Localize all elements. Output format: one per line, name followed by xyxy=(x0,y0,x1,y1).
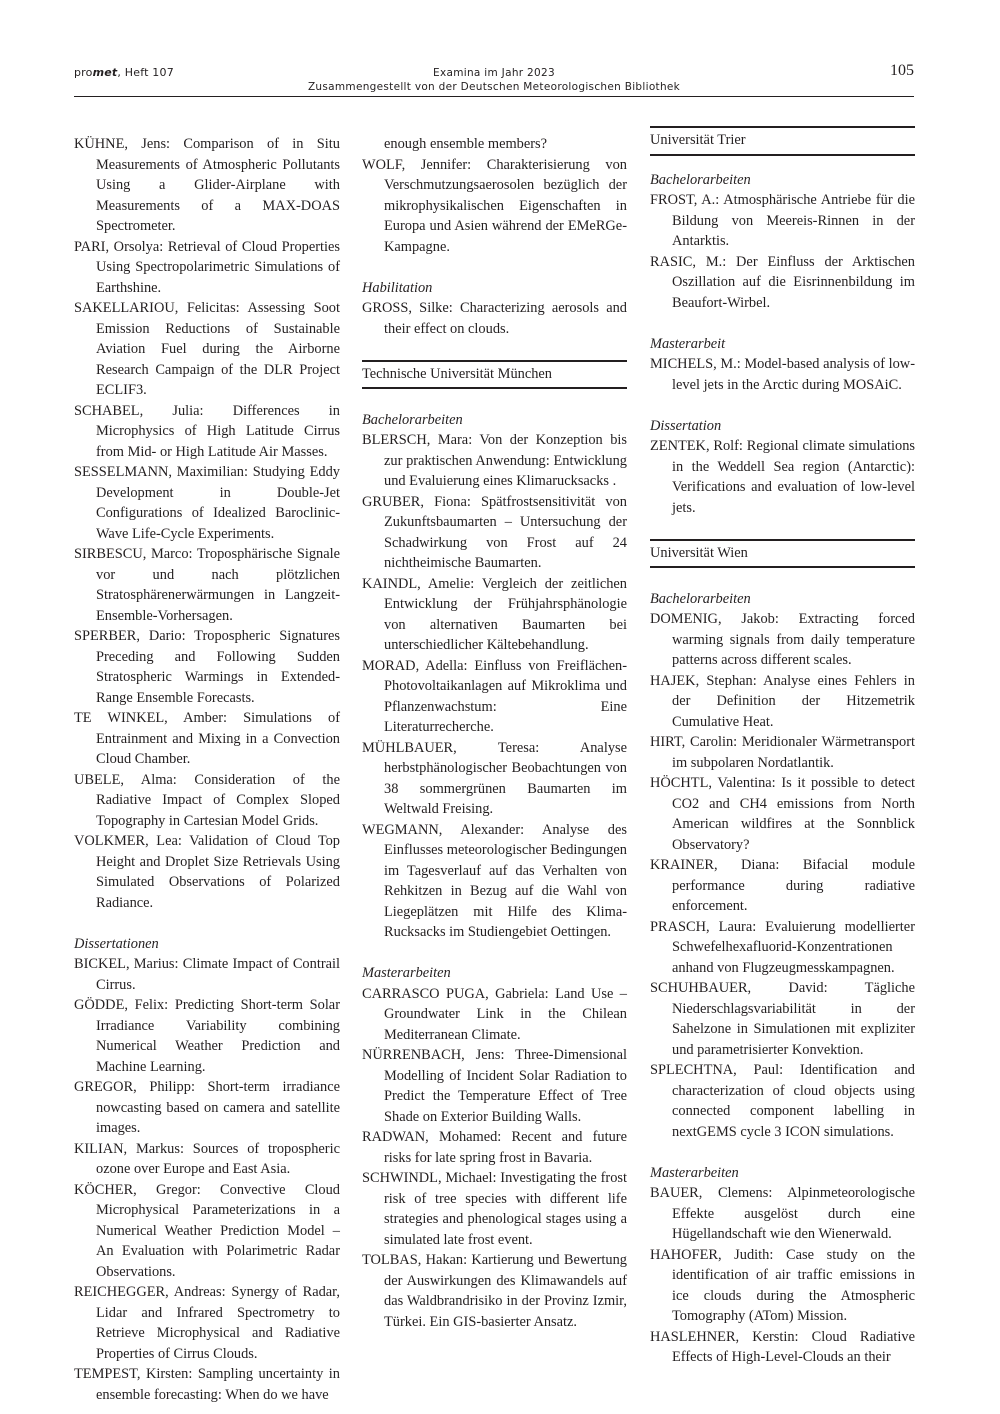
journal-brand: met xyxy=(92,66,118,79)
list-item: HIRT, Carolin: Meridionaler Wärmetransport im subpolaren Nordatlantik. xyxy=(650,734,915,771)
journal-issue: , Heft 107 xyxy=(117,66,174,79)
list-item: KÜHNE, Jens: Comparison of in Situ Measurements of Atmospheric Pollutants Using a Glider-Airplane with Measurements of a MAX-DOAS Spectrometer. xyxy=(74,136,340,234)
list-item: HAJEK, Stephan: Analyse eines Fehlers in der Definition der Hitzemetrik Cumulative Heat. xyxy=(650,672,915,730)
section-heading-masterarbeiten: Masterarbeiten xyxy=(650,1164,739,1181)
list-item: TEMPEST, Kirsten: Sampling uncertainty in ensemble forecasting: When do we have xyxy=(74,1366,340,1403)
list-item: MICHELS, M.: Model-based analysis of low-level jets in the Arctic during MOSAiC. xyxy=(650,356,915,393)
list-item: GÖDDE, Felix: Predicting Short-term Solar Irradiance Variability combining Numerical Weather Prediction and Machine Learning. xyxy=(74,997,340,1075)
section-heading-bachelorarbeiten: Bachelorarbeiten xyxy=(362,411,463,428)
list-item: KRAINER, Diana: Bifacial module performance during radiative enforcement. xyxy=(650,857,915,914)
list-item: SCHUHBAUER, David: Tägliche Niederschlagsvariabilität in der Sahelzone in Simulationen mit expliziter und parametrisierter Konvektion. xyxy=(650,980,915,1058)
list-item: SCHABEL, Julia: Differences in Microphysics of High Latitude Cirrus from Mid- or High Latitude Air Masses. xyxy=(74,402,340,460)
list-item: SESSELMANN, Maximilian: Studying Eddy Development in Double-Jet Configurations of Idealized Baroclinic-Wave Life-Cycle Experiments. xyxy=(74,464,340,542)
list-item: MÜHLBAUER, Teresa: Analyse herbstphänologischer Beobachtungen von 38 sommergrünen Baumarten im Weltwald Freising. xyxy=(362,739,627,817)
list-item: BLERSCH, Mara: Von der Konzeption bis zur praktischen Anwendung: Entwicklung und Evaluierung eines Klimarucksacks . xyxy=(362,432,627,489)
list-item: GREGOR, Philipp: Short-term irradiance nowcasting based on camera and satellite images. xyxy=(74,1079,340,1136)
list-item: PARI, Orsolya: Retrieval of Cloud Properties Using Spectropolarimetric Simulations of Earthshine. xyxy=(74,238,340,296)
list-item: KILIAN, Markus: Sources of tropospheric ozone over Europe and East Asia. xyxy=(74,1140,340,1177)
list-item: TOLBAS, Hakan: Kartierung und Bewertung der Auswirkungen des Klimawandels auf das Waldbrandrisiko in der Provinz Izmir, Türkei. Ein GIS-basierter Ansatz. xyxy=(362,1252,627,1330)
running-header xyxy=(74,60,914,97)
section-heading-bachelorarbeiten: Bachelorarbeiten xyxy=(650,171,751,188)
list-item: MORAD, Adella: Einfluss von Freiflächen-Photovoltaikanlagen auf Mikroklima und Pflanzenwachstum: Eine Literaturrecherche. xyxy=(362,657,627,735)
section-heading-dissertation: Dissertation xyxy=(650,417,722,434)
list-item: HÖCHTL, Valentina: Is it possible to detect CO2 and CH4 emissions from North American wildfires at the Sonnblick Observatory? xyxy=(650,775,915,853)
list-item: WOLF, Jennifer: Charakterisierung von Verschmutzungsaerosolen bezüglich der mikrophysikalischen Eigenschaften in Europa und Asien während der EMeRGe-Kampagne. xyxy=(362,156,627,255)
section-heading-dissertationen: Dissertationen xyxy=(74,935,159,952)
list-item: RASIC, M.: Der Einfluss der Arktischen Oszillation auf die Eisrinnenbildung im Beaufort-Wirbel. xyxy=(650,253,915,311)
header-title xyxy=(74,66,914,94)
list-item: SIRBESCU, Marco: Troposphärische Signale vor und nach plötzlichen Stratosphärenerwärmungen in Langzeit-Ensemble-Vorhersagen. xyxy=(74,546,340,624)
list-item: GROSS, Silke: Characterizing aerosols and their effect on clouds. xyxy=(362,300,627,337)
list-item: KÖCHER, Gregor: Convective Cloud Microphysical Parameterizations in a Numerical Weather Prediction Model – An Evaluation with Polarimetric Radar Observations. xyxy=(74,1181,340,1280)
column-3 xyxy=(650,134,915,1368)
list-item: REICHEGGER, Andreas: Synergy of Radar, Lidar and Infrared Spectrometry to Retrieve Microphysical and Radiative Properties of Cirrus Clouds. xyxy=(74,1284,340,1362)
section-heading-habilitation: Habilitation xyxy=(362,279,433,296)
list-item: KAINDL, Amelie: Vergleich der zeitlichen Entwicklung der Frühjahrsphänologie von alternativen Baumarten bei unterschiedlicher Kältebehandlung. xyxy=(362,575,627,653)
header-title-line1: Examina im Jahr 2023 xyxy=(433,67,555,79)
list-item: RADWAN, Mohamed: Recent and future risks for late spring frost in Bavaria. xyxy=(362,1129,627,1166)
journal-prefix: pro xyxy=(74,66,93,79)
section-heading-bachelorarbeiten: Bachelorarbeiten xyxy=(650,590,751,607)
list-item: NÜRRENBACH, Jens: Three-Dimensional Modelling of Incident Solar Radiation to Predict the Temperature Effect of Tree Shade on Exterior Building Walls. xyxy=(362,1047,627,1125)
university-heading-tum: Technische Universität München xyxy=(362,360,627,390)
list-item: PRASCH, Laura: Evaluierung modellierter Schwefelhexafluorid-Konzentrationen anhand von Flugzeugmesskampagnen. xyxy=(650,918,915,976)
list-item: CARRASCO PUGA, Gabriela: Land Use – Groundwater Link in the Chilean Mediterranean Climate. xyxy=(362,985,627,1043)
continuation-text: enough ensemble members? xyxy=(384,136,548,152)
list-item: FROST, A.: Atmosphärische Antriebe für die Bildung von Meereis-Rinnen in der Antarktis. xyxy=(650,192,915,249)
list-item: DOMENIG, Jakob: Extracting forced warming signals from daily temperature patterns across different scales. xyxy=(650,611,915,668)
list-item: GRUBER, Fiona: Spätfrostsensitivität von Zukunftsbaumarten – Untersuchung der Schadwirkung von Frost auf 24 nichtheimische Baumarten. xyxy=(362,493,627,571)
column-1 xyxy=(74,134,340,1405)
list-item: BAUER, Clemens: Alpinmeteorologische Effekte ausgelöst durch eine Hügellandschaft wie den Wienerwald. xyxy=(650,1185,915,1242)
page-number: 105 xyxy=(890,62,914,79)
section-heading-masterarbeit: Masterarbeit xyxy=(650,335,726,352)
list-item: HASLEHNER, Kerstin: Cloud Radiative Effects of High-Level-Clouds an their xyxy=(650,1328,915,1365)
header-title-line2: Zusammengestellt von der Deutschen Meteorologischen Bibliothek xyxy=(307,81,681,93)
list-item: ZENTEK, Rolf: Regional climate simulations in the Weddell Sea region (Antarctic): Verifications and evaluation of low-level jets. xyxy=(650,438,915,516)
list-item: SAKELLARIOU, Felicitas: Assessing Soot Emission Reductions of Sustainable Aviation Fuel during the Airborne Research Campaign of the DLR Project ECLIF3. xyxy=(74,300,340,398)
list-item: UBELE, Alma: Consideration of the Radiative Impact of Complex Sloped Topography in Cartesian Model Grids. xyxy=(74,771,340,829)
section-heading-masterarbeiten: Masterarbeiten xyxy=(362,965,451,981)
list-item: SCHWINDL, Michael: Investigating the frost risk of tree species with different life strategies and phenological stages using a simulated late frost event. xyxy=(362,1170,627,1248)
university-heading-wien: Universität Wien xyxy=(650,539,915,569)
list-item: SPLECHTNA, Paul: Identification and characterization of cloud objects using connected component labelling in nextGEMS cycle 3 ICON simulations. xyxy=(650,1062,915,1140)
list-item: TE WINKEL, Amber: Simulations of Entrainment and Mixing in a Convection Cloud Chamber. xyxy=(74,710,340,767)
column-2 xyxy=(362,134,627,1332)
list-item: BICKEL, Marius: Climate Impact of Contrail Cirrus. xyxy=(74,956,340,993)
university-heading-trier: Universität Trier xyxy=(650,126,915,156)
list-item: WEGMANN, Alexander: Analyse des Einflusses meteorologischer Bedingungen im Tagesverlauf auf das Verhalten von Rehkitzen in Bezug auf die Wahl von Liegeplätzen mit Hilfe des Klima-Rucksacks im Studiengebiet Oettingen. xyxy=(362,821,627,940)
list-item: HAHOFER, Judith: Case study on the identification of air traffic emissions in ice clouds during the Atmospheric Tomography (ATom) Mission. xyxy=(650,1246,915,1324)
list-item: VOLKMER, Lea: Validation of Cloud Top Height and Droplet Size Retrievals Using Simulated Observations of Polarized Radiance. xyxy=(74,833,340,911)
list-item: SPERBER, Dario: Tropospheric Signatures Preceding and Following Sudden Stratospheric Warmings in Extended-Range Ensemble Forecasts. xyxy=(74,628,340,706)
